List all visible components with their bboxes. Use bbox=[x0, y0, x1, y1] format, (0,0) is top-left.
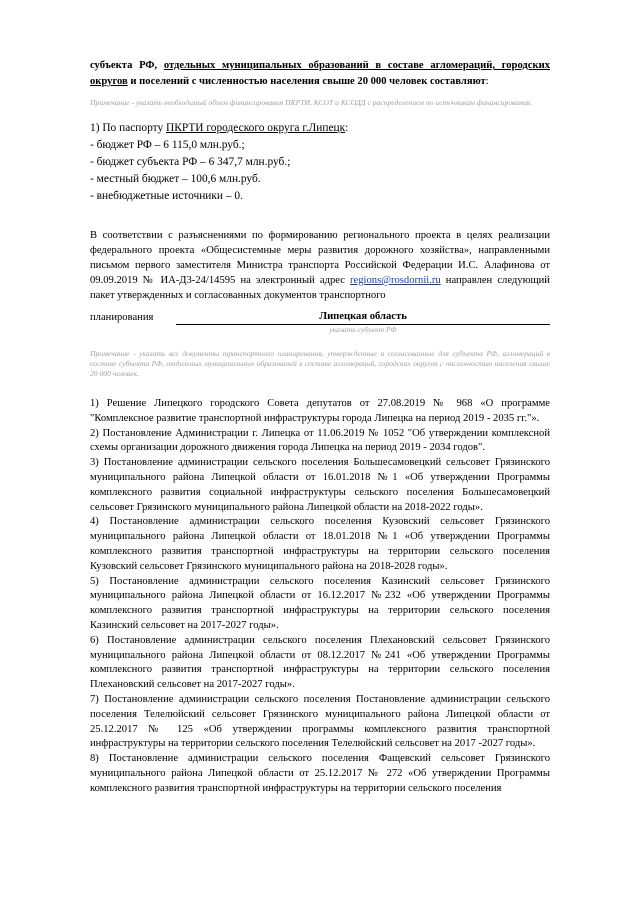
document-item: 7) Постановление администрации сельского поселения Постановление администрации сельского поселения Телелюйский сельсовет Грязинского муниципального района Липецкой области от 25.12.2017 № 125 «Об утверждении программы комплексного развития транспортной инфраструктуры на территории сельского поселения Телелюйский сельсовет на 2017 -2027 годы». bbox=[90, 693, 550, 750]
document-item: 2) Постановление Администрации г. Липецка от 11.06.2019 № 1052 "Об утверждении комплексной схемы организации дорожного движения города Липецка на период 2019 - 2034 годов". bbox=[90, 427, 550, 454]
budget-item: - бюджет субъекта РФ – 6 347,7 млн.руб.; bbox=[90, 156, 291, 168]
budget-block bbox=[90, 120, 550, 205]
paragraph-text-after: направлен следующий пакет утвержденных и согласованных документов транспортного bbox=[90, 275, 550, 301]
heading-part-4: : bbox=[485, 76, 489, 87]
heading-part-3: и поселений с численностью населения свыше 20 000 человек составляют bbox=[127, 76, 486, 87]
documents-note: Примечание - указать все документы транспортного планирования, утвержденные и согласованные для субъекта РФ, агломераций в составе субъекта РФ, отдельных муниципальных образований в составе агломераций, городских округов с численностью населения свыше 20 000 человек. bbox=[90, 349, 550, 378]
email-link[interactable]: regions@rosdornii.ru bbox=[350, 275, 441, 286]
budget-item: - местный бюджет – 100,6 млн.руб. bbox=[90, 173, 261, 185]
paragraph-text-before: В соответствии с разъяснениями по формированию регионального проекта в целях реализации федерального проекта «Общесистемные меры развития дорожного хозяйства», направленными письмом первого заместителя Министра транспорта Российской Федерации И.С. Алафинова от 09.09.2019 № ИА-Д3-24/14595 на электронный адрес bbox=[90, 230, 550, 286]
heading-part-1: субъекта РФ, bbox=[90, 60, 164, 71]
region-field: Липецкая область bbox=[176, 309, 550, 325]
document-body bbox=[90, 58, 550, 797]
budget-title bbox=[90, 120, 550, 137]
region-label: планирования bbox=[90, 312, 154, 323]
documents-list bbox=[90, 397, 550, 797]
document-item: 3) Постановление администрации сельского поселения Большесамовецкий сельсовет Грязинского муниципального района Липецкой области от 16.01.2018 №1 «Об утверждении Программы комплексного развития социальной инфраструктуры сельского поселения Большесамовецкий сельсовет Грязинского муниципального района Липецкой области на 2018-2022 годы». bbox=[90, 457, 550, 513]
document-item: 6) Постановление администрации сельского поселения Плехановский сельсовет Грязинского муниципального района Липецкой области от 08.12.2017 №241 «Об утверждении Программы комплексного развития транспортной инфраструктуры на территории сельского поселения Плехановский сельсовет на 2017-2027 годы». bbox=[90, 634, 550, 691]
financing-note: Примечание - указать необходимый объем финансирования ПКРТИ, КСОТ и КСОДД с распределением по источникам финансирования. bbox=[90, 98, 533, 107]
heading-part-2: отдельных муниципальных образований в составе агломераций, городских округов bbox=[90, 60, 551, 87]
document-item: 1) Решение Липецкого городского Совета депутатов от 27.08.2019 № 968 «О программе "Комплексное развитие транспортной инфраструктуры города Липецка на период 2019 - 2035 гг."». bbox=[90, 398, 550, 424]
documents-paragraph bbox=[90, 228, 550, 303]
region-row bbox=[90, 309, 550, 325]
document-item: 8) Постановление администрации сельского поселения Фащевский сельсовет Грязинского муниципального района Липецкой области от 25.12.2017 № 272 «Об утверждении Программы комплексного развития транспортной инфраструктуры на территории сельского поселения bbox=[90, 753, 550, 794]
budget-program-link: ПКРТИ городеского округа г.Липецк bbox=[166, 122, 346, 134]
budget-item: - внебюджетные источники – 0. bbox=[90, 190, 243, 202]
budget-item: - бюджет РФ – 6 115,0 млн.руб.; bbox=[90, 139, 245, 151]
budget-prefix: 1) По паспорту bbox=[90, 122, 167, 134]
section-heading bbox=[90, 58, 550, 90]
document-item: 4) Постановление администрации сельского поселения Кузовский сельсовет Грязинского муниципального района Липецкой области от 18.01.2018 №1 «Об утверждении Программы комплексного развития транспортной инфраструктуры на территории сельского поселения Кузовский сельсовет Грязинского муниципального района на 2018-2028 годы». bbox=[90, 516, 550, 572]
document-item: 5) Постановление администрации сельского поселения Казинский сельсовет Грязинского муниципального района Липецкой области от 16.12.2017 №232 «Об утверждении Программы комплексного развития транспортной инфраструктуры на территории сельского поселения Казинский сельсовет на 2017-2027 годы». bbox=[90, 575, 550, 631]
budget-suffix: : bbox=[345, 122, 349, 134]
region-hint: указать субъект РФ bbox=[329, 325, 397, 334]
